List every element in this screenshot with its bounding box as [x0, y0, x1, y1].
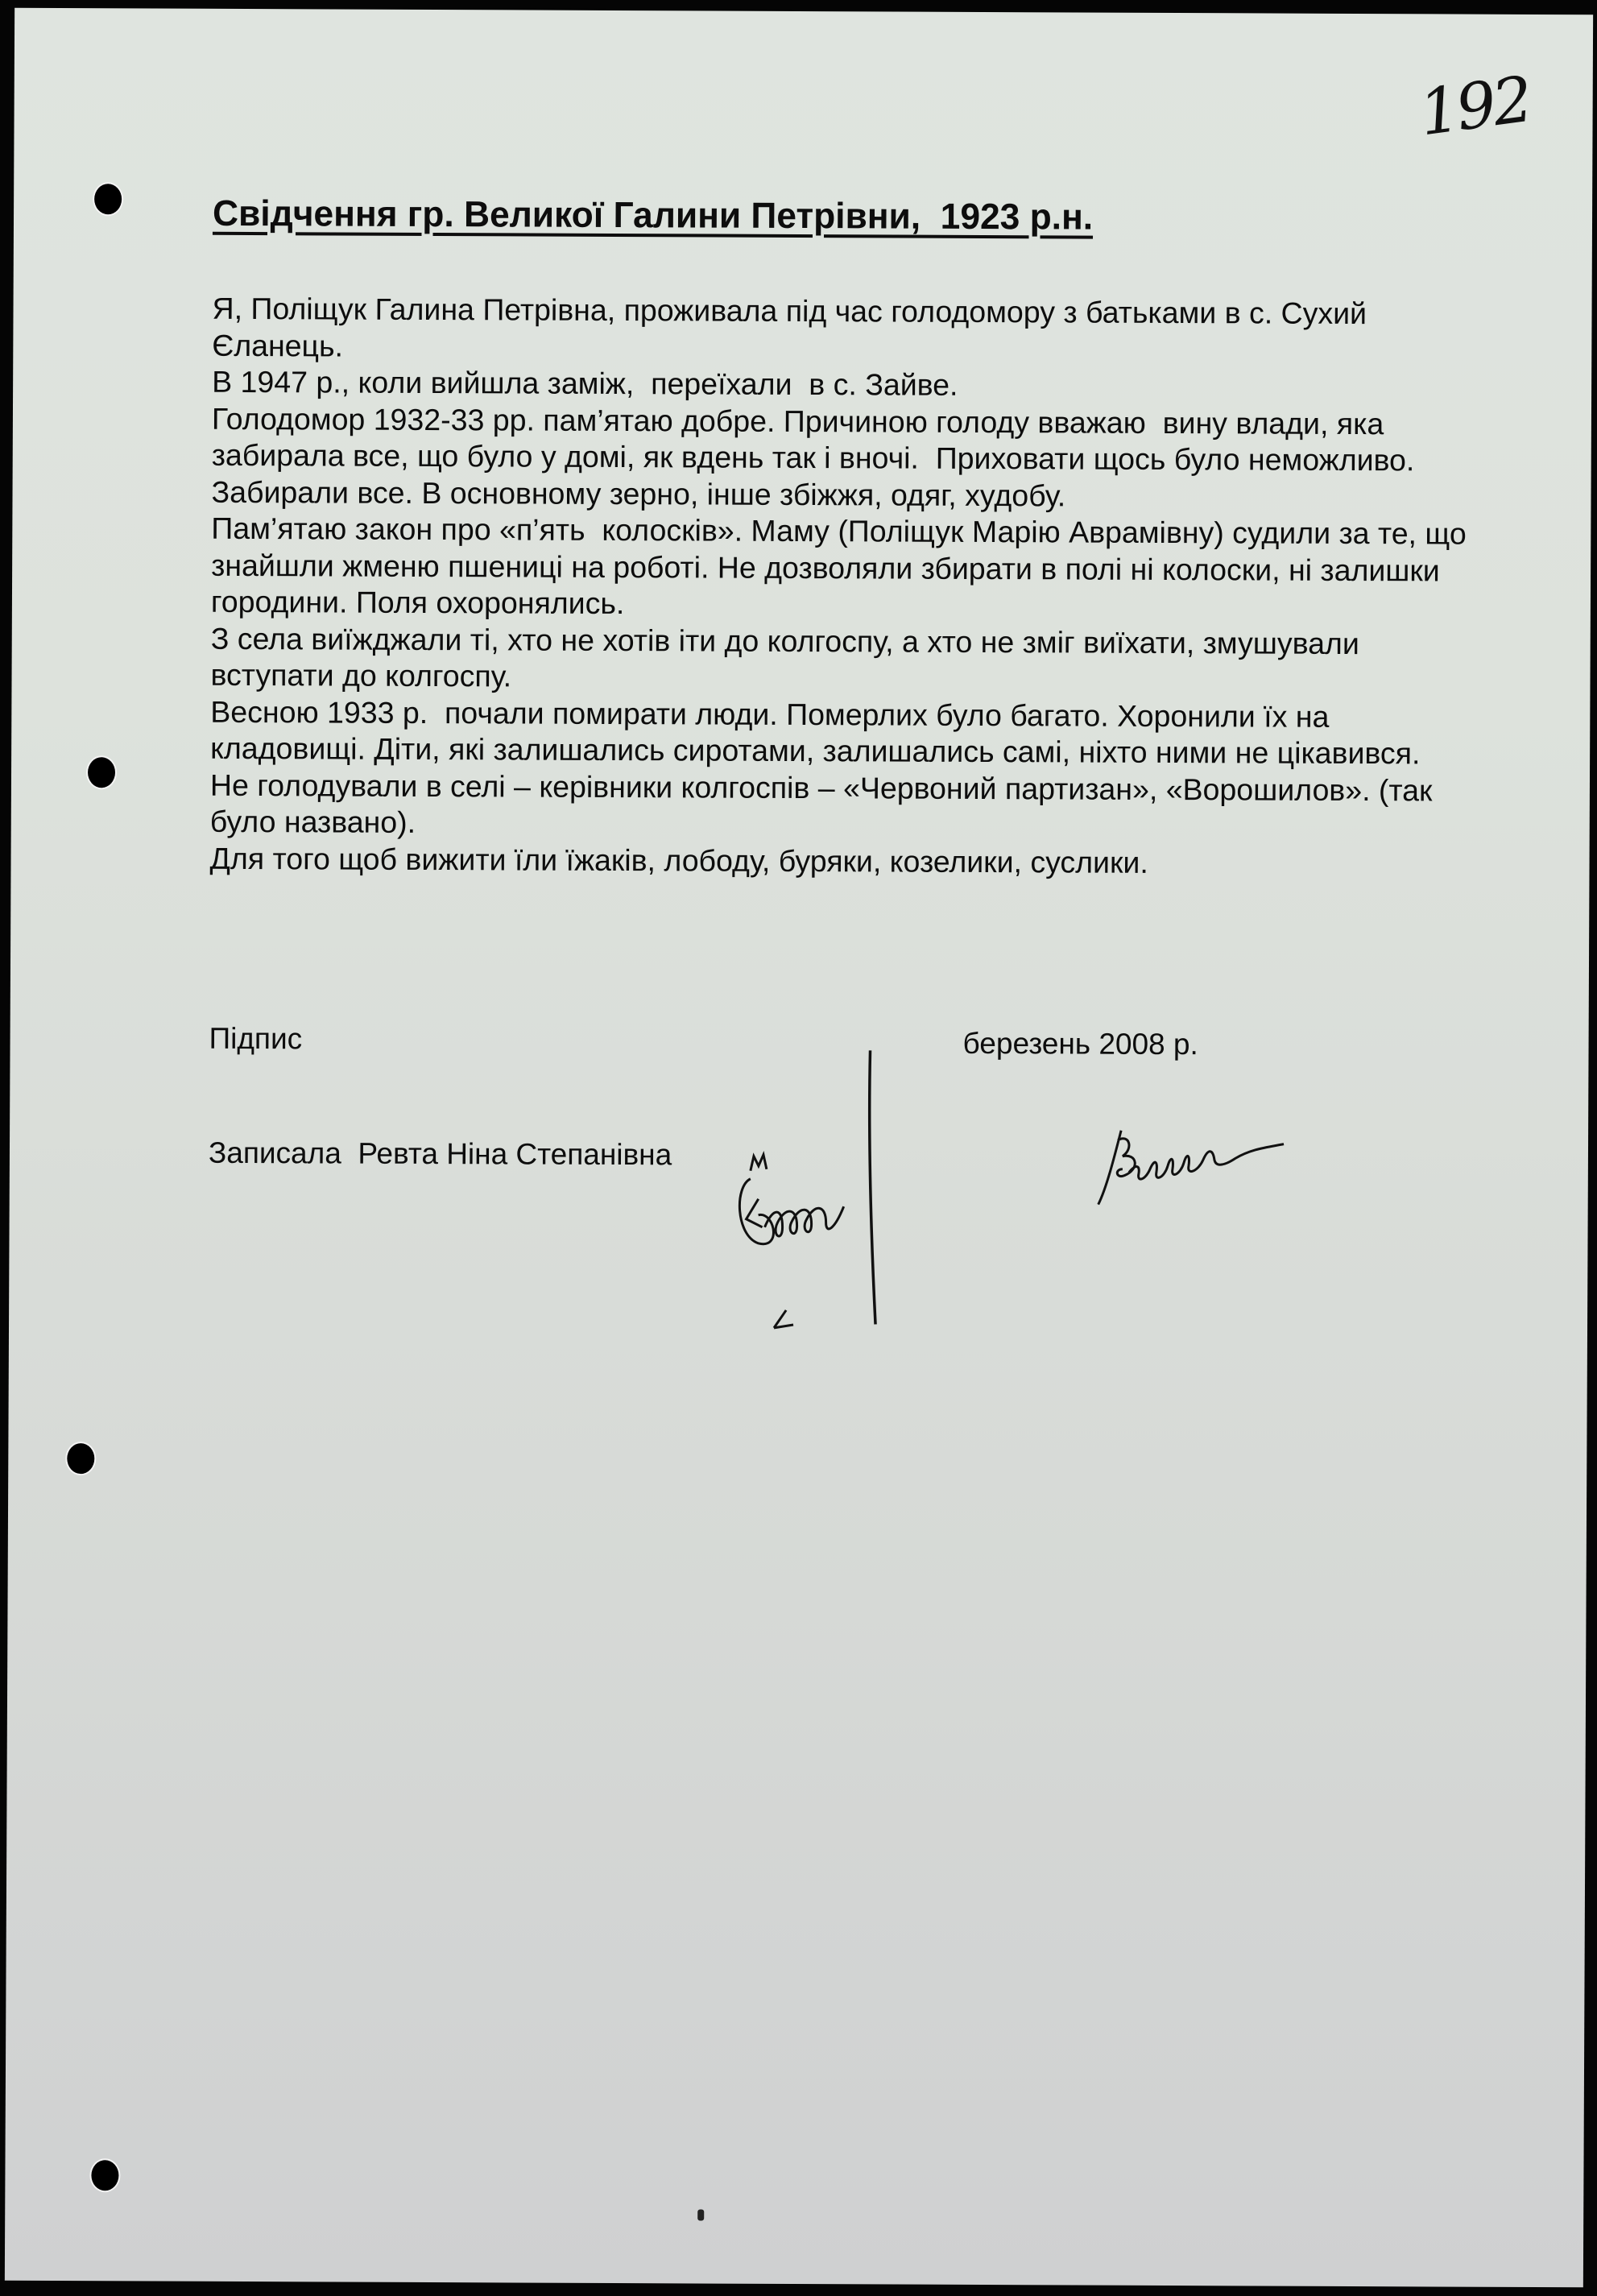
witness-signature [1097, 1124, 1355, 1214]
paragraph: З села виїжджали ті, хто не хотів іти до колгоспу, а хто не зміг виїхати, змушували вступати до колгоспу. [210, 621, 1368, 693]
punch-hole [91, 2160, 118, 2191]
recorder-signature [726, 1042, 904, 1349]
punch-hole [67, 1443, 94, 1474]
paragraph: Я, Поліщук Галина Петрівна, проживала під час голодомору з батьками в с. Сухий Єланець. [212, 291, 1376, 363]
paragraph: В 1947 р., коли вийшла заміж, переїхали в с. Зайве. [212, 364, 958, 402]
document-title: Свідчення гр. Великої Галини Петрівни, 1923 р.н. [212, 192, 1094, 238]
paragraph: Для того щоб вижити їли їжаків, лободу, буряки, козелики, суслики. [209, 841, 1148, 879]
recorded-by: Записала Ревта Ніна Степанівна [208, 1136, 672, 1172]
paragraph: Не голодували в селі – керівники колгоспів – «Червоний партизан», «Ворошилов». (так було названо). [209, 767, 1442, 839]
handwritten-page-number: 192 [1415, 63, 1534, 151]
paragraph: Весною 1933 р. почали помирати люди. Померлих було багато. Хоронили їх на кладовищі. Діти, які залишались сиротами, залишались самі, ніхто ними не цікавився. [210, 694, 1421, 771]
punch-hole [94, 184, 122, 214]
punch-hole [88, 757, 115, 788]
document-date: березень 2008 р. [962, 1026, 1198, 1061]
paper-mark [697, 2209, 704, 2220]
document-page [5, 8, 1593, 2288]
paragraph: Голодомор 1932-33 рр. пам’ятаю добре. Причиною голоду вважаю вину влади, яка забирала все, що було у домі, як вдень так і вночі. Приховати щось було неможливо. Забирали все. В основному зерно, інше збіжжя, одяг, худобу. [211, 401, 1423, 512]
signature-label: Підпис [209, 1021, 303, 1056]
paragraph: Пам’ятаю закон про «п’ять колосків». Маму (Поліщук Марію Аврамівну) судили за те, що знайшли жменю пшениці на роботі. Не дозволяли збирати в полі ні колоски, ні залишки городини. Поля охоронялись. [210, 511, 1475, 621]
testimony-body [209, 291, 1475, 883]
